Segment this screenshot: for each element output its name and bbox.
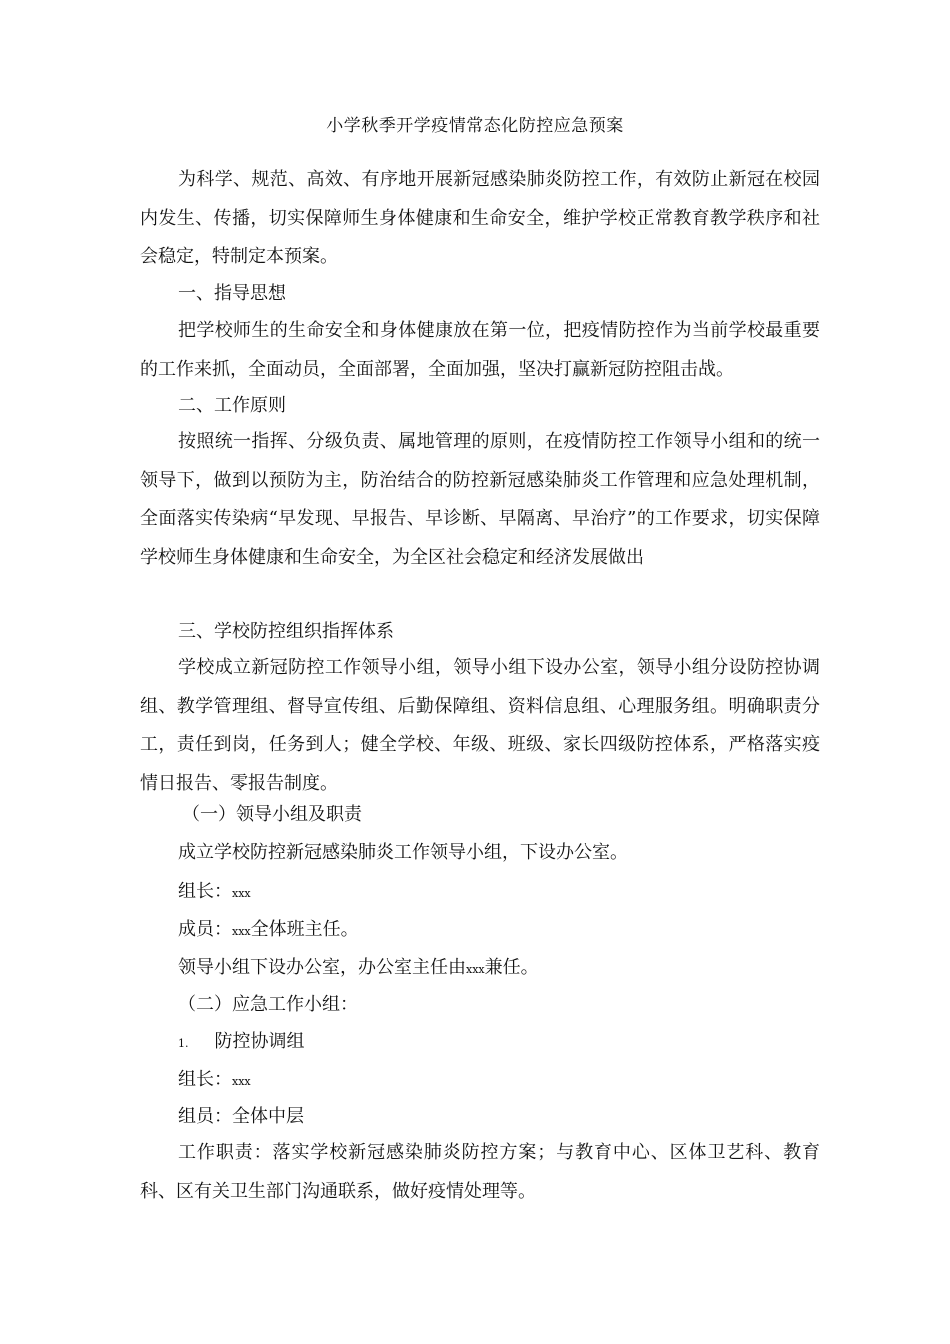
section-1-body: 把学校师生的生命安全和身体健康放在第一位，把疫情防控作为当前学校最重要的工作来抓，全面动员，全面部署，全面加强，坚决打赢新冠防控阻击战。 bbox=[140, 320, 820, 380]
intro-paragraph: 为科学、规范、高效、有序地开展新冠感染肺炎防控工作，有效防止新冠在校园内发生、传播，切实保障师生身体健康和生命安全，维护学校正常教育教学秩序和社会稳定，特制定本预案。 bbox=[140, 169, 820, 267]
group-1-name: 防控协调组 bbox=[214, 1031, 305, 1052]
leader-line bbox=[178, 880, 251, 906]
office-line bbox=[178, 956, 539, 982]
members-suffix: 全体班主任。 bbox=[250, 919, 359, 940]
members-value: xxx bbox=[232, 925, 251, 938]
group-1-heading bbox=[178, 1030, 305, 1056]
office-prefix: 领导小组下设办公室，办公室主任由 bbox=[178, 957, 466, 978]
group-1-members-line: 组员：全体中层 bbox=[178, 1106, 304, 1127]
office-suffix: 兼任。 bbox=[484, 957, 539, 978]
members-line bbox=[178, 918, 359, 944]
group-1-number: 1. bbox=[178, 1037, 189, 1050]
group-1-duty-paragraph: 工作职责：落实学校新冠感染肺炎防控方案；与教育中心、区体卫艺科、教育科、区有关卫生部门沟通联系，做好疫情处理等。 bbox=[140, 1142, 820, 1202]
group-1-leader-value: xxx bbox=[232, 1075, 251, 1088]
leadership-group-line: 成立学校防控新冠感染肺炎工作领导小组，下设办公室。 bbox=[178, 842, 628, 863]
subsection-1-heading: （一）领导小组及职责 bbox=[182, 804, 362, 825]
leader-value: xxx bbox=[232, 887, 251, 900]
section-3-body: 学校成立新冠防控工作领导小组，领导小组下设办公室，领导小组分设防控协调组、教学管理组、督导宣传组、后勤保障组、资料信息组、心理服务组。明确职责分工，责任到岗，任务到人；健全学校、年级、班级、家长四级防控体系，严格落实疫情日报告、零报告制度。 bbox=[140, 657, 820, 794]
leader-label: 组长： bbox=[178, 881, 232, 902]
section-1-heading: 一、指导思想 bbox=[178, 283, 286, 304]
section-2-body: 按照统一指挥、分级负责、属地管理的原则，在疫情防控工作领导小组和的统一领导下，做到以预防为主，防治结合的防控新冠感染肺炎工作管理和应急处理机制，全面落实传染病“早发现、早报告、早诊断、早隔离、早治疗”的工作要求，切实保障学校师生身体健康和生命安全，为全区社会稳定和经济发展做出 bbox=[140, 431, 820, 568]
subsection-2-heading: （二）应急工作小组： bbox=[178, 994, 358, 1015]
group-1-leader-label: 组长： bbox=[178, 1069, 232, 1090]
section-3-heading: 三、学校防控组织指挥体系 bbox=[178, 621, 394, 642]
office-value: xxx bbox=[466, 963, 485, 976]
group-1-leader-line bbox=[178, 1068, 251, 1094]
document-title: 小学秋季开学疫情常态化防控应急预案 bbox=[326, 116, 624, 136]
members-label: 成员： bbox=[178, 919, 232, 940]
section-2-heading: 二、工作原则 bbox=[178, 395, 286, 416]
